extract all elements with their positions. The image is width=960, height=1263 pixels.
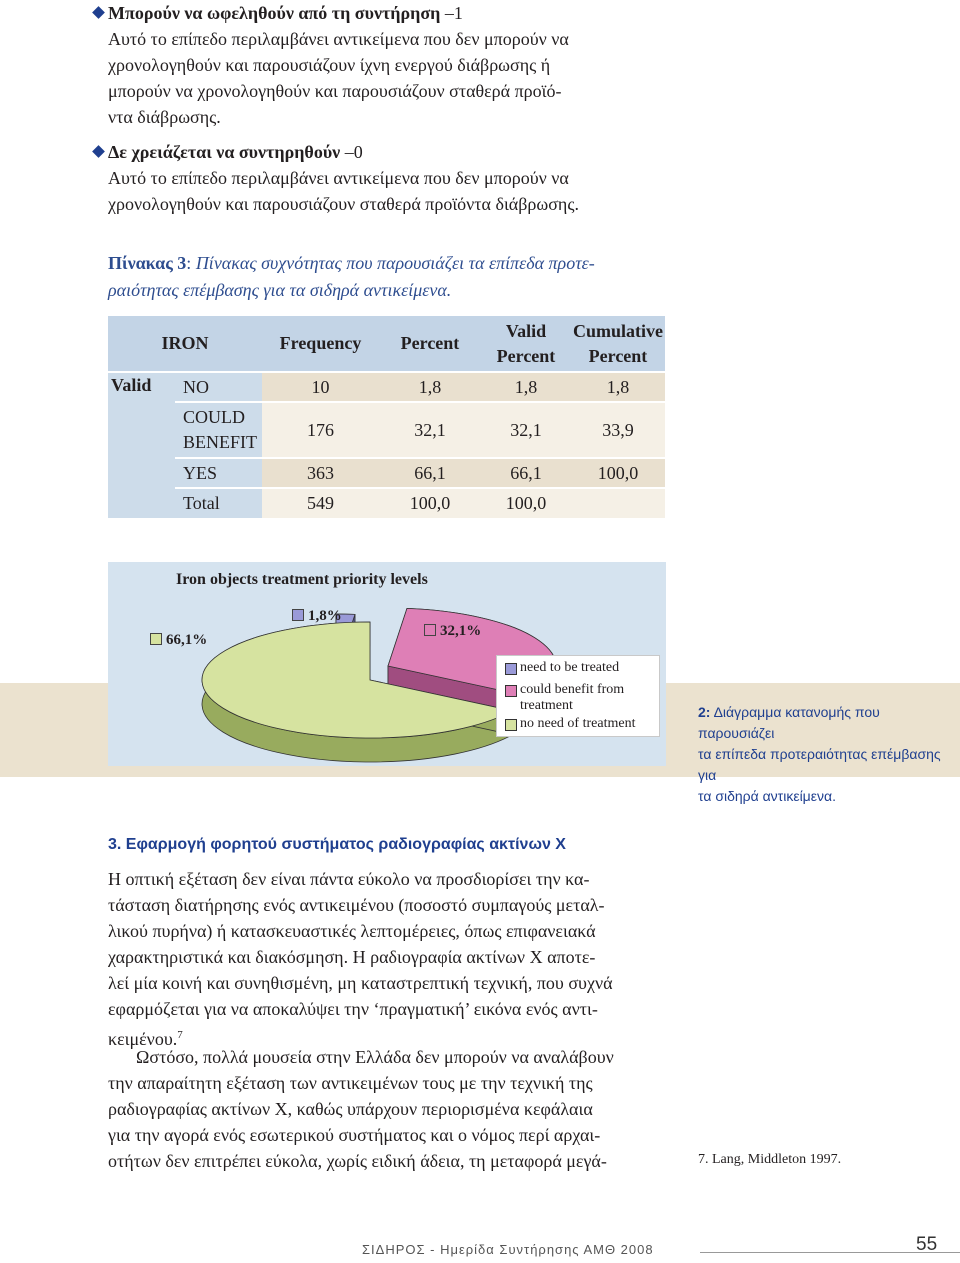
chart-legend <box>496 655 660 737</box>
paragraph-line: Ωστόσο, πολλά μουσεία στην Ελλάδα δεν μπορούν να αναλάβουν <box>136 1047 614 1067</box>
slice-label-text: 1,8% <box>308 608 342 624</box>
legend-swatch-icon <box>150 633 162 645</box>
cell-frequency: 176 <box>262 402 379 458</box>
figure-caption-line: τα επίπεδα προτεραιότητας επέμβασης για <box>698 746 941 783</box>
legend-label-line: could benefit from <box>520 682 625 697</box>
bullet-text-line: χρονολογηθούν και παρουσιάζουν ίχνη ενεργού διάβρωσης ή <box>108 55 551 75</box>
paragraph-line: για την αγορά ενός εσωτερικού συστήματος και ο νόμος περί αρχαι- <box>108 1125 601 1145</box>
slice-label-no-need <box>150 632 207 649</box>
table-row <box>108 402 665 458</box>
cell-percent: 100,0 <box>379 488 481 518</box>
row-label-line: COULD <box>183 407 245 427</box>
cell-cumulative-percent: 33,9 <box>571 402 665 458</box>
cell-percent: 1,8 <box>379 372 481 402</box>
page-footer: ΣΙΔΗΡΟΣ - Ημερίδα Συντήρησης ΑΜΘ 2008 <box>362 1242 654 1257</box>
paragraph-2 <box>108 1044 668 1174</box>
header-text: Cumulative <box>573 320 663 341</box>
table-caption-line: ραιότητας επέμβασης για τα σιδηρά αντικείμενα. <box>108 280 452 300</box>
cell-valid-percent: 100,0 <box>481 488 571 518</box>
header-text: Valid <box>505 320 547 341</box>
bullet-heading: Μπορούν να ωφεληθούν από τη συντήρηση <box>108 3 441 23</box>
bullet-text-line: ντα διάβρωσης. <box>108 107 221 127</box>
paragraph-line: κειμένου. <box>108 1029 178 1049</box>
paragraph-line: οτήτων δεν επιτρέπει εύκολα, χωρίς ειδική άδεια, τη μεταφορά μεγά- <box>108 1151 607 1171</box>
header-frequency: Frequency <box>262 316 379 372</box>
header-text: Percent <box>496 345 556 366</box>
slice-label-text: 66,1% <box>166 632 208 648</box>
paragraph-line: την απαραίτητη εξέταση των αντικειμένων τους με την τεχνική της <box>108 1073 593 1093</box>
bullet-item-no-need <box>108 139 579 217</box>
bullet-code: –1 <box>440 3 463 23</box>
bullet-heading: Δε χρειάζεται να συντηρηθούν <box>108 142 341 162</box>
cell-cumulative-percent <box>571 488 665 518</box>
header-iron: IRON <box>108 316 262 372</box>
cell-valid-percent: 66,1 <box>481 458 571 488</box>
row-label: NO <box>175 372 262 402</box>
table-row <box>108 458 665 488</box>
legend-label <box>520 682 660 714</box>
section-title: 3. Εφαρμογή φορητού συστήματος ραδιογραφίας ακτίνων Χ <box>108 836 566 853</box>
table-caption-separator: : <box>186 253 196 273</box>
figure-caption-line: Διάγραμμα κατανομής που παρουσιάζει <box>698 704 880 741</box>
row-label-line: BENEFIT <box>183 432 257 452</box>
figure-caption-line: τα σιδηρά αντικείμενα. <box>698 788 836 804</box>
paragraph-line: Η οπτική εξέταση δεν είναι πάντα εύκολο να προσδιορίσει την κα- <box>108 869 590 889</box>
table-row <box>108 488 665 518</box>
bullet-text-line: χρονολογηθούν και παρουσιάζουν σταθερά προϊόντα διάβρωσης. <box>108 194 579 214</box>
cell-percent: 32,1 <box>379 402 481 458</box>
cell-valid-percent: 32,1 <box>481 402 571 458</box>
row-group-label: Valid <box>108 372 175 518</box>
cell-frequency: 363 <box>262 458 379 488</box>
cell-valid-percent: 1,8 <box>481 372 571 402</box>
table-caption-label: Πίνακας 3 <box>108 253 187 273</box>
figure-caption <box>698 702 956 807</box>
table-caption <box>108 250 668 304</box>
row-label <box>175 402 262 458</box>
slice-label-text: 32,1% <box>440 623 482 639</box>
legend-swatch-icon <box>505 719 517 731</box>
bullet-item-could-benefit <box>108 0 569 130</box>
bullet-text-line: Αυτό το επίπεδο περιλαμβάνει αντικείμενα που δεν μπορούν να <box>108 29 569 49</box>
row-label: YES <box>175 458 262 488</box>
table-caption-line: Πίνακας συχνότητας που παρουσιάζει τα επίπεδα προτε- <box>195 253 595 273</box>
frequency-table <box>108 316 665 518</box>
paragraph-line: εφαρμόζεται για να αποκαλύψει την ‘πραγματική’ εικόνα ενός αντι- <box>108 999 598 1019</box>
bullet-text-line: Αυτό το επίπεδο περιλαμβάνει αντικείμενα που δεν μπορούν να <box>108 168 569 188</box>
header-percent: Percent <box>379 316 481 372</box>
bullet-text-line: μπορούν να χρονολογηθούν και παρουσιάζουν σταθερά προϊό- <box>108 81 562 101</box>
legend-label: no need of treatment <box>520 716 636 731</box>
cell-percent: 66,1 <box>379 458 481 488</box>
legend-swatch-icon <box>292 609 304 621</box>
page-number: 55 <box>916 1234 938 1255</box>
chart-title: Iron objects treatment priority levels <box>176 571 428 588</box>
header-text: Percent <box>588 345 648 366</box>
footnote-ref: 7 <box>177 1029 183 1041</box>
diamond-bullet-icon <box>92 145 105 158</box>
paragraph-1 <box>108 866 668 1052</box>
legend-label-line: treatment <box>520 698 573 713</box>
header-cumulative-percent <box>571 316 665 372</box>
cell-frequency: 10 <box>262 372 379 402</box>
bullet-code: –0 <box>340 142 363 162</box>
paragraph-line: ραδιογραφίας ακτίνων Χ, καθώς υπάρχουν περιορισμένα κεφάλαια <box>108 1099 593 1119</box>
legend-label: need to be treated <box>520 660 620 675</box>
row-label: Total <box>175 488 262 518</box>
slice-label-could-benefit <box>424 623 481 640</box>
cell-cumulative-percent: 100,0 <box>571 458 665 488</box>
paragraph-line: λικού πυρήνα) ή κατασκευαστικές λεπτομέρειες, όπως επιφανειακά <box>108 921 596 941</box>
legend-swatch-icon <box>505 663 517 675</box>
paragraph-line: λεί μία κοινή και συνηθισμένη, μη καταστρεπτική τεχνική, που συχνά <box>108 973 613 993</box>
cell-cumulative-percent: 1,8 <box>571 372 665 402</box>
diamond-bullet-icon <box>92 6 105 19</box>
table-row <box>108 372 665 402</box>
slice-label-need-treated <box>292 608 342 625</box>
legend-swatch-icon <box>505 685 517 697</box>
paragraph-line: χαρακτηριστικά και διακόσμηση. Η ραδιογραφία ακτίνων Χ αποτε- <box>108 947 596 967</box>
cell-frequency: 549 <box>262 488 379 518</box>
figure-caption-number: 2: <box>698 704 711 720</box>
paragraph-line: τάσταση διατήρησης ενός αντικειμένου (ποσοστό συμπαγούς μεταλ- <box>108 895 605 915</box>
legend-swatch-icon <box>424 624 436 636</box>
header-valid-percent <box>481 316 571 372</box>
footnote: 7. Lang, Middleton 1997. <box>698 1152 842 1167</box>
